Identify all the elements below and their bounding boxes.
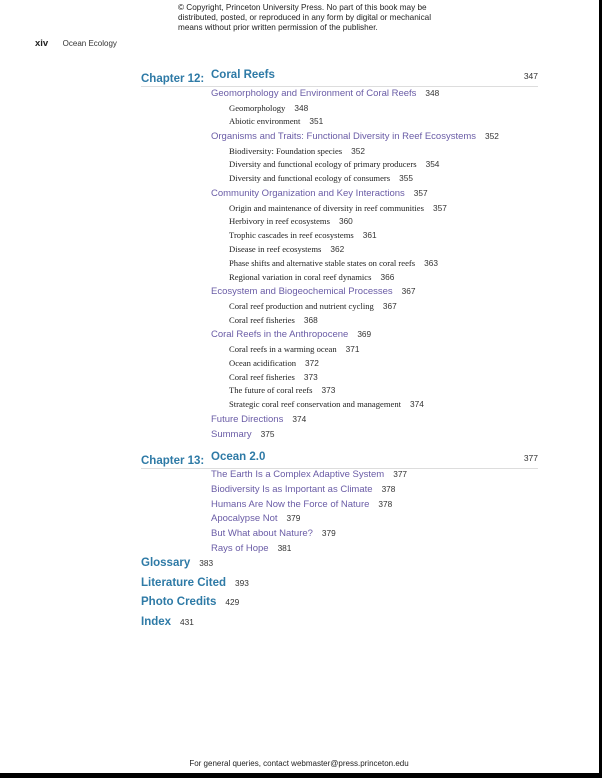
entry-page: 393: [235, 577, 249, 588]
entry-page: 348: [294, 102, 309, 113]
entry-title: Ocean acidification: [229, 357, 297, 368]
entry-title: Strategic coral reef conservation and management: [229, 399, 402, 410]
entry-title: Trophic cascades in reef ecosystems: [229, 230, 354, 241]
chapter-rule: [141, 86, 538, 87]
entry-title: Apocalypse Not: [211, 513, 278, 525]
entry-title: Disease in reef ecosystems: [229, 243, 322, 254]
chapter-page: 377: [523, 453, 538, 463]
entry-title: Rays of Hope: [211, 543, 269, 554]
entry-page: 352: [351, 145, 365, 156]
entry-page: 367: [401, 286, 416, 297]
toc-subsection[interactable]: [229, 272, 394, 282]
toc-subsection[interactable]: [229, 116, 323, 126]
toc-section[interactable]: [211, 484, 395, 495]
copyright-notice: © Copyright, Princeton University Press. No part of this book may be distributed, posted, or reproduced in any form by digital or mechanical means without prior written permission of the publisher.: [178, 3, 432, 33]
entry-title: Diversity and functional ecology of consumers: [229, 173, 391, 184]
entry-title: The future of coral reefs: [229, 385, 313, 396]
toc-subsection[interactable]: [229, 385, 335, 395]
toc-back-matter[interactable]: [141, 557, 213, 569]
entry-page: 431: [180, 617, 194, 628]
footer-contact: For general queries, contact webmaster@press.princeton.edu: [189, 759, 409, 768]
entry-title: Photo Credits: [141, 596, 217, 609]
chapter-name: Ocean 2.0: [211, 451, 266, 463]
entry-title: Future Directions: [211, 413, 284, 425]
entry-page: 368: [303, 314, 318, 325]
entry-page: 355: [399, 173, 413, 184]
entry-title: Coral reef fisheries: [229, 371, 295, 382]
toc-subsection[interactable]: [229, 244, 344, 254]
chapter-page: 347: [523, 71, 538, 81]
toc-back-matter[interactable]: [141, 616, 194, 628]
toc-section[interactable]: [211, 329, 371, 340]
entry-title: Herbivory in reef ecosystems: [229, 216, 330, 227]
entry-page: 374: [292, 413, 307, 424]
toc-subsection[interactable]: [229, 399, 424, 409]
entry-page: 352: [485, 131, 499, 142]
toc-subsection[interactable]: [229, 344, 359, 354]
entry-title: Coral reef fisheries: [229, 314, 295, 325]
toc-section[interactable]: [211, 499, 392, 510]
entry-title: The Earth Is a Complex Adaptive System: [211, 469, 385, 480]
toc-subsection[interactable]: [229, 372, 318, 382]
running-head: [35, 33, 117, 51]
entry-page: 379: [286, 513, 301, 524]
toc-subsection[interactable]: [229, 103, 308, 113]
entry-title: Index: [141, 616, 172, 629]
entry-page: 371: [345, 343, 360, 354]
entry-title: Geomorphology: [229, 102, 286, 113]
entry-title: Geomorphology and Environment of Coral Reefs: [211, 88, 417, 99]
entry-page: 361: [362, 230, 377, 241]
entry-title: But What about Nature?: [211, 528, 313, 540]
toc-subsection[interactable]: [229, 258, 438, 268]
entry-title: Glossary: [141, 557, 191, 569]
toc-section[interactable]: [211, 429, 275, 440]
entry-title: Literature Cited: [141, 576, 226, 589]
entry-page: 374: [410, 399, 424, 410]
chapter-heading[interactable]: [141, 69, 538, 87]
book-title: Ocean Ecology: [62, 39, 117, 48]
toc-subsection[interactable]: [229, 230, 377, 240]
entry-page: 363: [424, 257, 438, 268]
toc-subsection[interactable]: [229, 216, 353, 226]
entry-page: 367: [382, 300, 397, 311]
toc-section[interactable]: [211, 414, 306, 425]
toc-section[interactable]: [211, 286, 416, 297]
toc-back-matter[interactable]: [141, 596, 239, 608]
toc-subsection[interactable]: [229, 159, 439, 169]
entry-title: Regional variation in coral reef dynamics: [229, 271, 372, 282]
entry-page: 366: [380, 271, 395, 282]
entry-page: 378: [381, 483, 396, 494]
entry-title: Biodiversity: Foundation species: [229, 145, 343, 156]
entry-page: 381: [277, 543, 292, 553]
toc-subsection[interactable]: [229, 301, 397, 311]
entry-page: 375: [260, 429, 275, 440]
entry-page: 377: [393, 469, 408, 479]
entry-title: Coral reef production and nutrient cycling: [229, 300, 374, 311]
entry-page: 360: [338, 216, 353, 227]
bottom-border: [0, 773, 602, 778]
chapter-label: Chapter 13:: [141, 455, 205, 467]
entry-page: 378: [378, 498, 393, 509]
entry-page: 373: [303, 371, 318, 382]
entry-page: 383: [199, 558, 214, 568]
entry-page: 429: [225, 597, 240, 608]
toc-section[interactable]: [211, 188, 428, 199]
entry-title: Ecosystem and Biogeochemical Processes: [211, 286, 393, 298]
chapter-name: Coral Reefs: [211, 69, 275, 81]
entry-page: 351: [309, 116, 324, 127]
entry-title: Coral Reefs in the Anthropocene: [211, 329, 349, 341]
toc-section[interactable]: [211, 543, 291, 554]
toc-subsection[interactable]: [229, 358, 319, 368]
toc-section[interactable]: [211, 88, 439, 99]
entry-title: Organisms and Traits: Functional Diversity in Reef Ecosystems: [211, 131, 477, 143]
entry-page: 354: [425, 159, 440, 170]
toc-section[interactable]: [211, 528, 336, 539]
entry-page: 362: [330, 243, 345, 254]
entry-title: Community Organization and Key Interactions: [211, 188, 405, 199]
entry-title: Coral reefs in a warming ocean: [229, 343, 337, 354]
entry-title: Phase shifts and alternative stable states on coral reefs: [229, 257, 416, 268]
toc-subsection[interactable]: [229, 203, 447, 213]
toc-section[interactable]: [211, 513, 300, 524]
entry-page: 348: [425, 88, 440, 98]
entry-title: Diversity and functional ecology of primary producers: [229, 159, 417, 170]
page-folio: xiv: [35, 38, 49, 49]
toc-subsection[interactable]: [229, 315, 318, 325]
chapter-heading[interactable]: [141, 451, 538, 469]
entry-title: Origin and maintenance of diversity in reef communities: [229, 202, 424, 213]
toc-section[interactable]: [211, 469, 407, 480]
entry-page: 379: [321, 528, 336, 539]
entry-page: 373: [321, 385, 336, 396]
entry-title: Humans Are Now the Force of Nature: [211, 498, 370, 510]
toc-subsection[interactable]: [229, 173, 413, 183]
entry-title: Abiotic environment: [229, 116, 301, 127]
toc-back-matter[interactable]: [141, 577, 249, 589]
entry-page: 357: [413, 188, 428, 198]
entry-title: Biodiversity Is as Important as Climate: [211, 483, 373, 495]
toc-subsection[interactable]: [229, 146, 365, 156]
entry-title: Summary: [211, 429, 252, 441]
toc-section[interactable]: [211, 131, 499, 142]
entry-page: 372: [305, 357, 319, 368]
entry-page: 357: [432, 202, 447, 213]
entry-page: 369: [357, 329, 372, 340]
chapter-label: Chapter 12:: [141, 73, 205, 85]
